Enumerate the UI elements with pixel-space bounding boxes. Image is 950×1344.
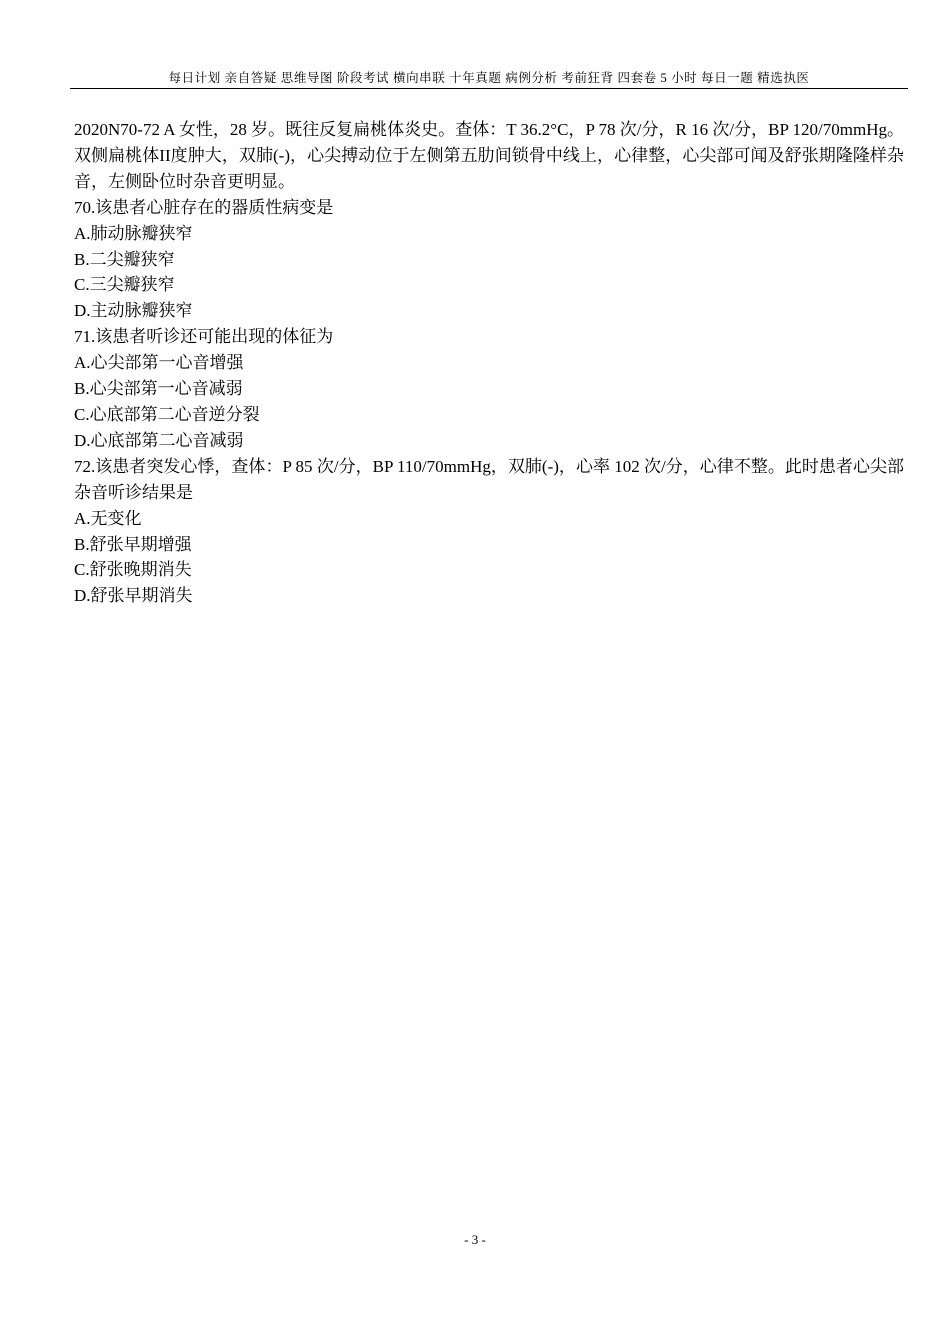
question-70-option-a: A.肺动脉瓣狭窄 [74,223,193,243]
question-70-option-d: D.主动脉瓣狭窄 [74,301,193,321]
question-71-option-c: C.心底部第二心音逆分裂 [74,404,260,424]
question-71-option-b: B.心尖部第一心音减弱 [74,379,243,399]
page-header: 每日计划 亲自答疑 思维导图 阶段考试 横向串联 十年真题 病例分析 考前狂背 四套卷 5 小时 每日一题 精选执医 [168,71,810,85]
header-divider [70,88,908,89]
case-stem: 2020N70-72 A 女性，28 岁。既往反复扁桃体炎史。查体：T 36.2°C，P 78 次/分，R 16 次/分，BP 120/70mmHg。双侧扁桃体II度肿大，双肺(-)，心尖搏动位于左侧第五肋间锁骨中线上，心律整，心尖部可闻及舒张期隆隆样杂音，左侧卧位时杂音更明显。 [74,120,904,191]
document-body [74,117,904,609]
question-72-stem: 72.该患者突发心悸，查体：P 85 次/分，BP 110/70mmHg，双肺(-)，心率 102 次/分，心律不整。此时患者心尖部杂音听诊结果是 [74,456,904,502]
question-71-stem: 71.该患者听诊还可能出现的体征为 [74,327,334,347]
question-72-option-d: D.舒张早期消失 [74,586,193,606]
page-number: - 3 - [464,1232,486,1247]
question-70-option-b: B.二尖瓣狭窄 [74,249,175,269]
question-72-option-b: B.舒张早期增强 [74,534,192,554]
question-71-option-d: D.心底部第二心音减弱 [74,430,244,450]
question-70-option-c: C.三尖瓣狭窄 [74,275,175,295]
question-72-option-c: C.舒张晚期消失 [74,560,192,580]
question-71-option-a: A.心尖部第一心音增强 [74,353,244,373]
question-72-option-a: A.无变化 [74,508,142,528]
question-70-stem: 70.该患者心脏存在的器质性病变是 [74,197,334,217]
